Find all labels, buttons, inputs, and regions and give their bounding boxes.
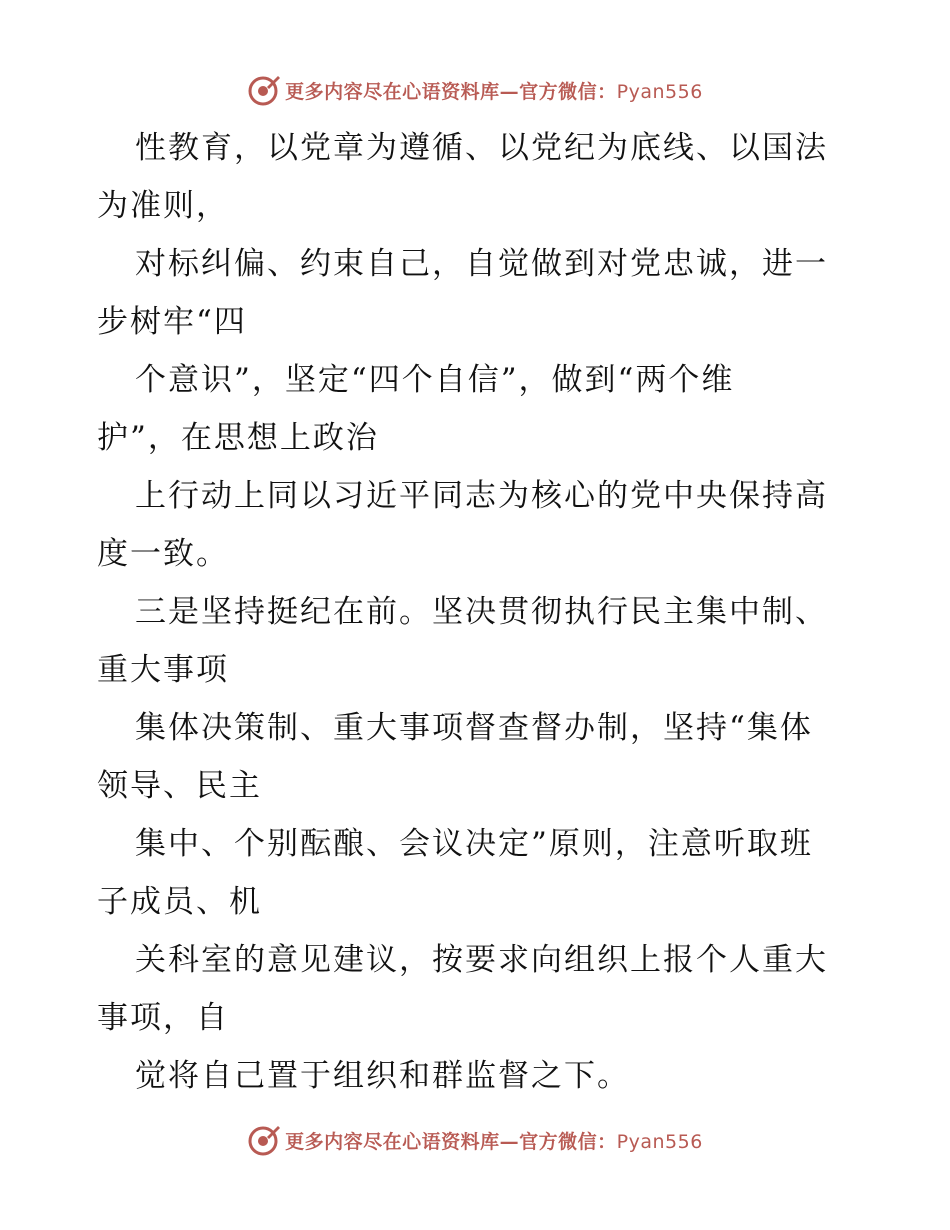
text-line: 个意识”，坚定“四个自信”，做到“两个维 — [135, 362, 735, 398]
wechat-id: Pyan556 — [616, 1130, 703, 1153]
text-line: 护”，在思想上政治 — [97, 420, 379, 456]
text-line: 为准则， — [97, 188, 229, 224]
text-line: 性教育，以党章为遵循、以党纪为底线、以国法 — [135, 130, 828, 166]
text-line: 领导、民主 — [97, 768, 262, 804]
text-line: 上行动上同以习近平同志为核心的党中央保持高 — [135, 478, 828, 514]
wechat-id: Pyan556 — [616, 80, 703, 103]
text-line: 子成员、机 — [97, 884, 262, 920]
text-line: 集体决策制、重大事项督查督办制，坚持“集体 — [135, 710, 813, 746]
text-line: 度一致。 — [97, 536, 229, 572]
brush-logo-icon — [247, 1123, 281, 1157]
text-line: 三是坚持挺纪在前。坚决贯彻执行民主集中制、 — [135, 594, 828, 630]
footer-banner — [0, 1120, 950, 1160]
text-line: 重大事项 — [97, 652, 229, 688]
text-line: 对标纠偏、约束自己，自觉做到对党忠诚，进一 — [135, 246, 828, 282]
text-line: 步树牢“四 — [97, 304, 247, 340]
banner-text: 更多内容尽在心语资料库—官方微信：Pyan556 — [285, 1130, 703, 1153]
text-line: 觉将自己置于组织和群监督之下。 — [135, 1058, 630, 1094]
text-line: 事项，自 — [97, 1000, 229, 1036]
text-line: 集中、个别酝酿、会议决定”原则，注意听取班 — [135, 826, 813, 862]
banner-text: 更多内容尽在心语资料库—官方微信：Pyan556 — [285, 80, 703, 103]
text-line: 关科室的意见建议，按要求向组织上报个人重大 — [135, 942, 828, 978]
